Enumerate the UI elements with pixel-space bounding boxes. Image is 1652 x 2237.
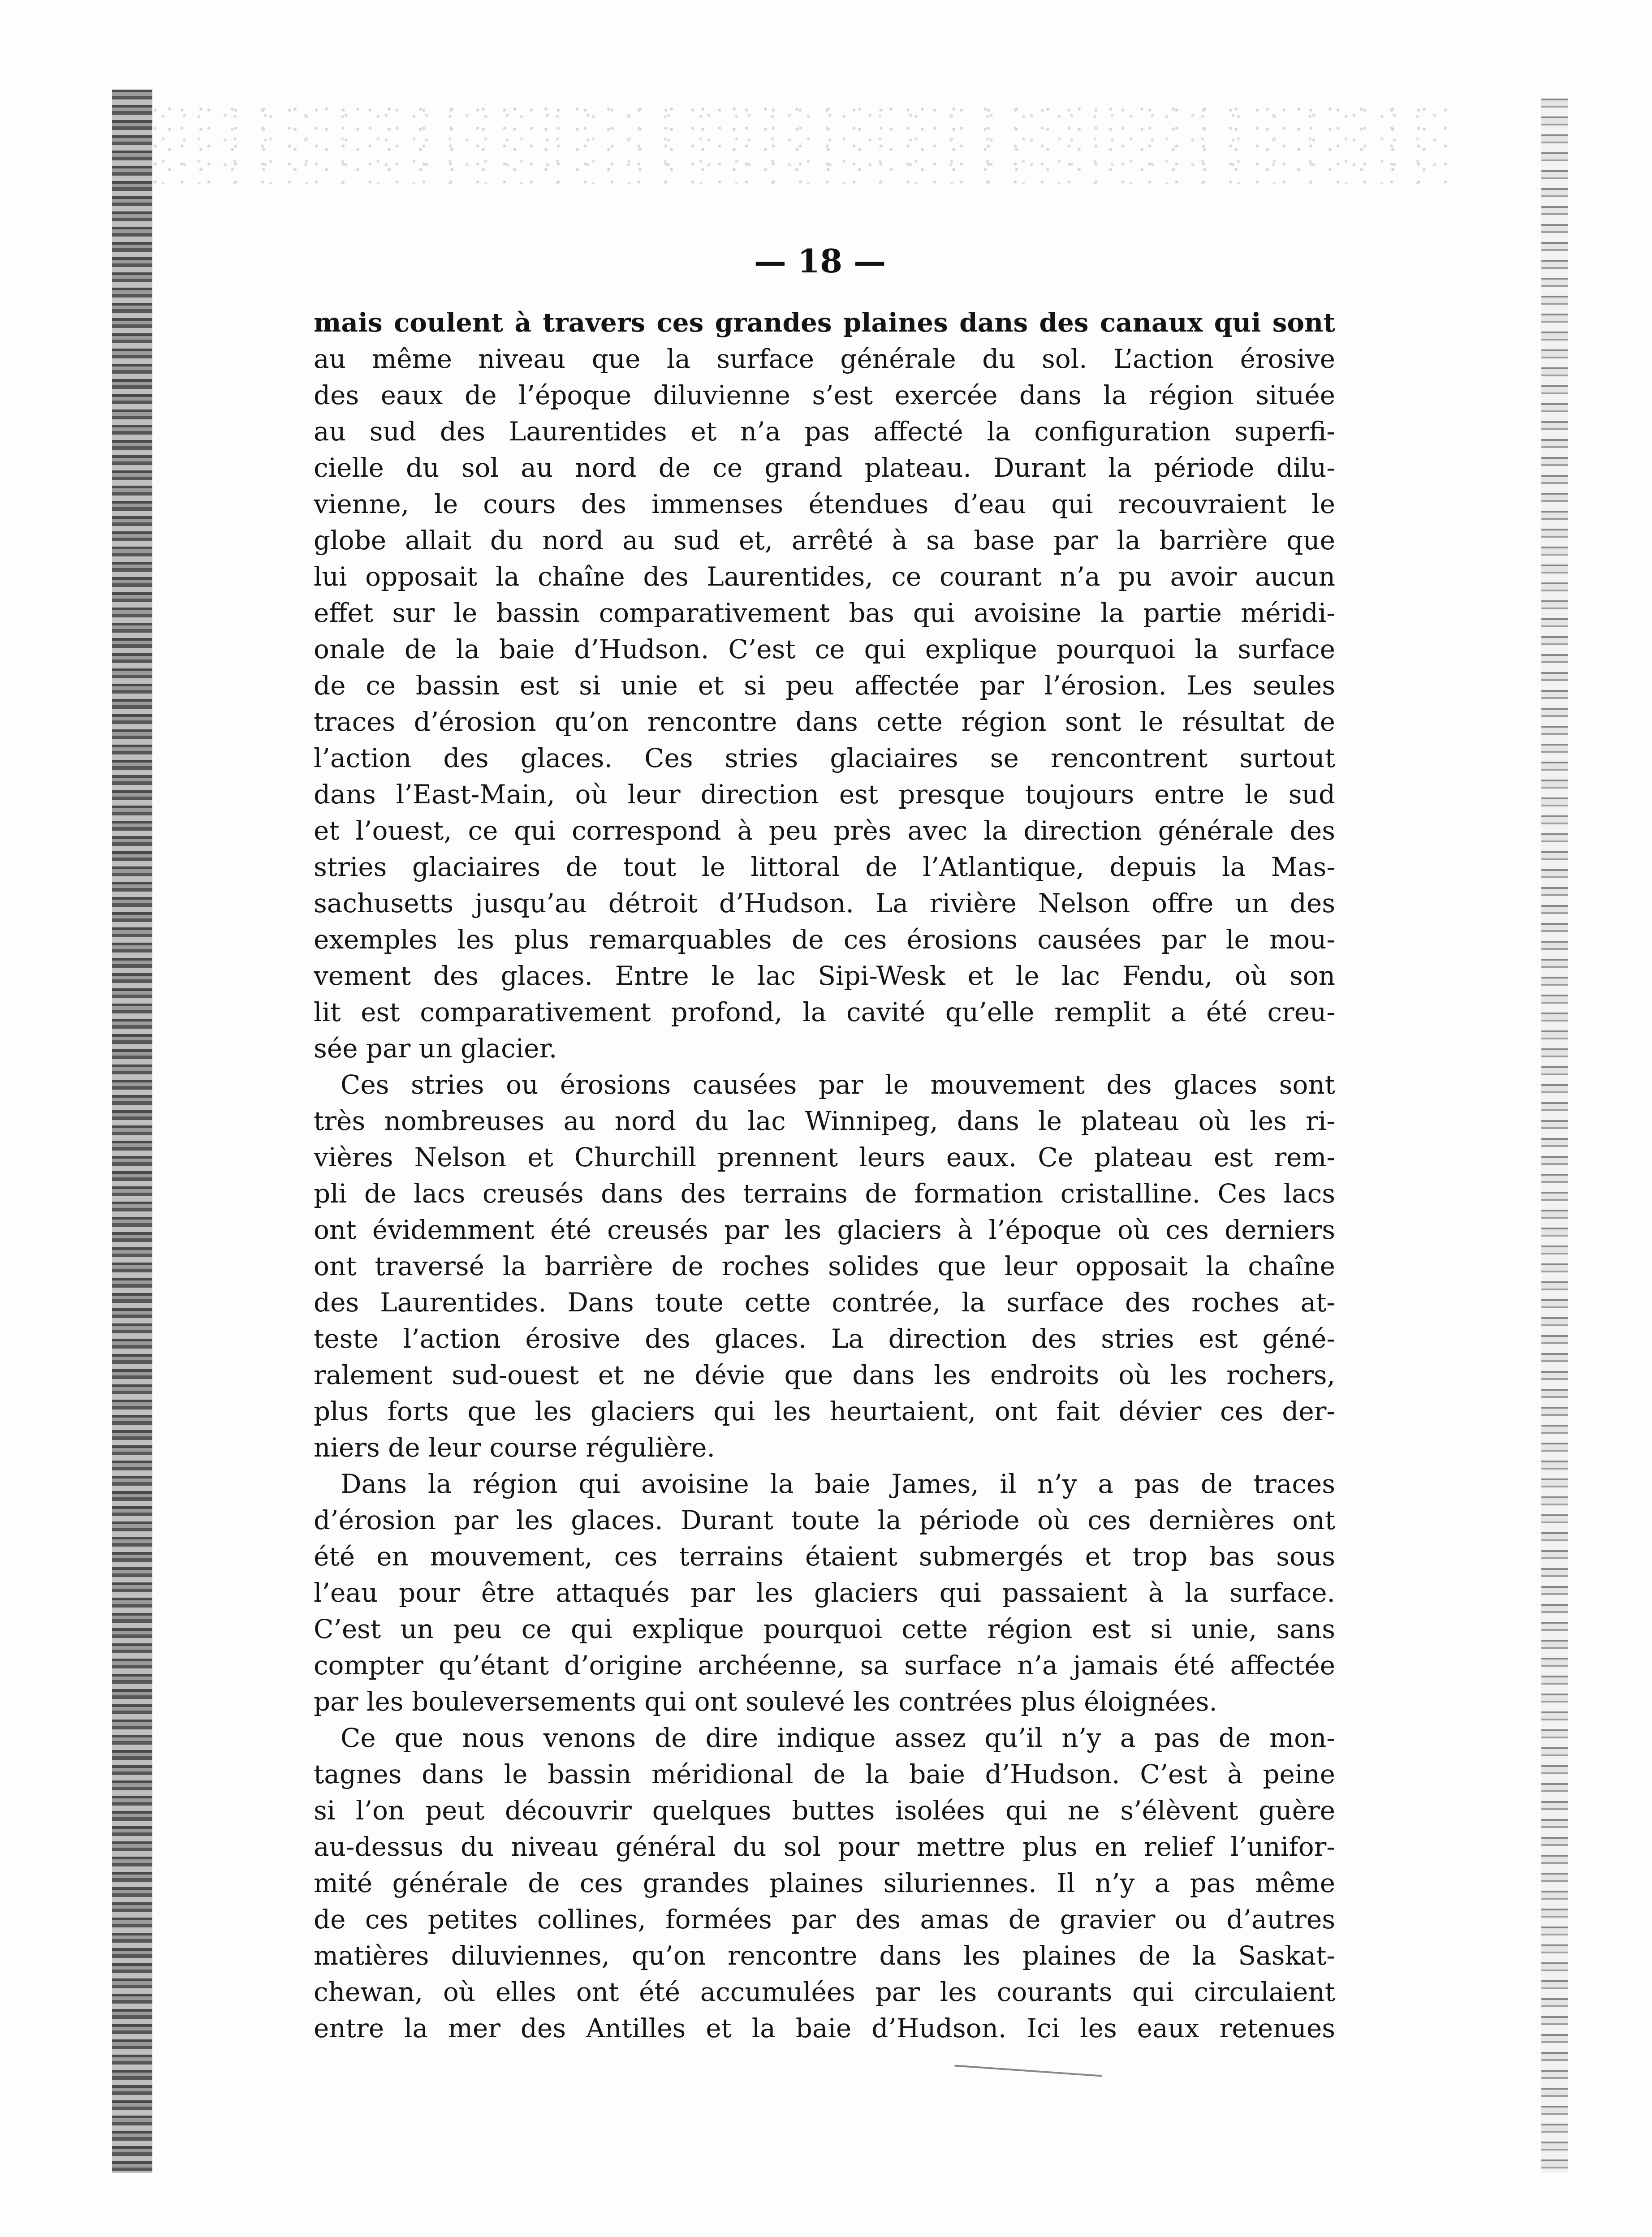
text-line: traces d’érosion qu’on rencontre dans cette région sont le résultat de [314,707,1335,737]
text-line: C’est un peu ce qui explique pourquoi cette région est si unie, sans [314,1614,1335,1644]
text-line: vières Nelson et Churchill prennent leurs eaux. Ce plateau est rem- [314,1142,1335,1172]
text-line: mité générale de ces grandes plaines siluriennes. Il n’y a pas même [314,1868,1335,1898]
text-line: mais coulent à travers ces grandes plaines dans des canaux qui sont [314,307,1335,338]
text-line: au sud des Laurentides et n’a pas affecté la configuration superfi- [314,416,1335,447]
text-line: ont évidemment été creusés par les glaciers à l’époque où ces derniers [314,1215,1335,1245]
text-line: dans l’East-Main, où leur direction est presque toujours entre le sud [314,779,1335,810]
text-line: vement des glaces. Entre le lac Sipi-Wesk et le lac Fendu, où son [314,961,1335,991]
text-line: matières diluviennes, qu’on rencontre dans les plaines de la Saskat- [314,1940,1335,1971]
text-line: Ce que nous venons de dire indique assez qu’il n’y a pas de mon- [341,1723,1335,1753]
text-line: globe allait du nord au sud et, arrêté à sa base par la barrière que [314,525,1335,556]
text-line: Ces stries ou érosions causées par le mouvement des glaces sont [341,1069,1335,1100]
text-line: exemples les plus remarquables de ces érosions causées par le mou- [314,924,1335,955]
text-line: au même niveau que la surface générale du sol. L’action érosive [314,344,1335,374]
text-line: onale de la baie d’Hudson. C’est ce qui explique pourquoi la surface [314,634,1335,664]
scan-edge-left [112,90,152,2173]
text-line: sée par un glacier. [314,1033,557,1064]
text-line: des eaux de l’époque diluvienne s’est exercée dans la région située [314,380,1335,410]
text-line: entre la mer des Antilles et la baie d’Hudson. Ici les eaux retenues [314,2013,1335,2043]
page-number: — 18 — [754,242,886,280]
text-line: cielle du sol au nord de ce grand plateau. Durant la période dilu- [314,453,1335,483]
text-line: si l’on peut découvrir quelques buttes isolées qui ne s’élèvent guère [314,1795,1335,1826]
scan-edge-right [1541,99,1568,2173]
text-line: stries glaciaires de tout le littoral de l’Atlantique, depuis la Mas- [314,852,1335,882]
text-line: lui opposait la chaîne des Laurentides, ce courant n’a pu avoir aucun [314,561,1335,592]
text-line: tagnes dans le bassin méridional de la baie d’Hudson. C’est à peine [314,1759,1335,1789]
text-line: d’érosion par les glaces. Durant toute la période où ces dernières ont [314,1505,1335,1535]
text-line: lit est comparativement profond, la cavité qu’elle remplit a été creu- [314,997,1335,1027]
text-line: l’eau pour être attaqués par les glaciers qui passaient à la surface. [314,1578,1335,1608]
text-line: des Laurentides. Dans toute cette contrée, la surface des roches at- [314,1287,1335,1318]
text-line: compter qu’étant d’origine archéenne, sa surface n’a jamais été affectée [314,1650,1335,1681]
text-line: teste l’action érosive des glaces. La direction des stries est géné- [314,1323,1335,1354]
text-line: pli de lacs creusés dans des terrains de formation cristalline. Ces lacs [314,1178,1335,1209]
text-line: chewan, où elles ont été accumulées par les courants qui circulaient [314,1977,1335,2007]
text-line: effet sur le bassin comparativement bas qui avoisine la partie méridi- [314,598,1335,628]
text-line: par les bouleversements qui ont soulevé les contrées plus éloignées. [314,1686,1217,1717]
text-line: niers de leur course régulière. [314,1432,715,1463]
text-line: de ces petites collines, formées par des amas de gravier ou d’autres [314,1904,1335,1935]
text-line: l’action des glaces. Ces stries glaciaires se rencontrent surtout [314,743,1335,773]
body-text [314,305,1335,2047]
text-line: et l’ouest, ce qui correspond à peu près avec la direction générale des [314,815,1335,846]
scan-noise-top [152,103,1452,184]
text-line: vienne, le cours des immenses étendues d’eau qui recouvraient le [314,489,1335,519]
text-line: ralement sud-ouest et ne dévie que dans les endroits où les rochers, [314,1360,1335,1390]
text-line: de ce bassin est si unie et si peu affectée par l’érosion. Les seules [314,670,1335,701]
text-line: ont traversé la barrière de roches solides que leur opposait la chaîne [314,1251,1335,1281]
text-line: plus forts que les glaciers qui les heurtaient, ont fait dévier ces der- [314,1396,1335,1427]
text-line: Dans la région qui avoisine la baie James, il n’y a pas de traces [341,1469,1335,1499]
text-line: sachusetts jusqu’au détroit d’Hudson. La rivière Nelson offre un des [314,888,1335,918]
text-line: au-dessus du niveau général du sol pour mettre plus en relief l’unifor- [314,1832,1335,1862]
text-line: très nombreuses au nord du lac Winnipeg, dans le plateau où les ri- [314,1106,1335,1136]
stray-pen-stroke [954,2065,1102,2077]
text-line: été en mouvement, ces terrains étaient submergés et trop bas sous [314,1541,1335,1572]
